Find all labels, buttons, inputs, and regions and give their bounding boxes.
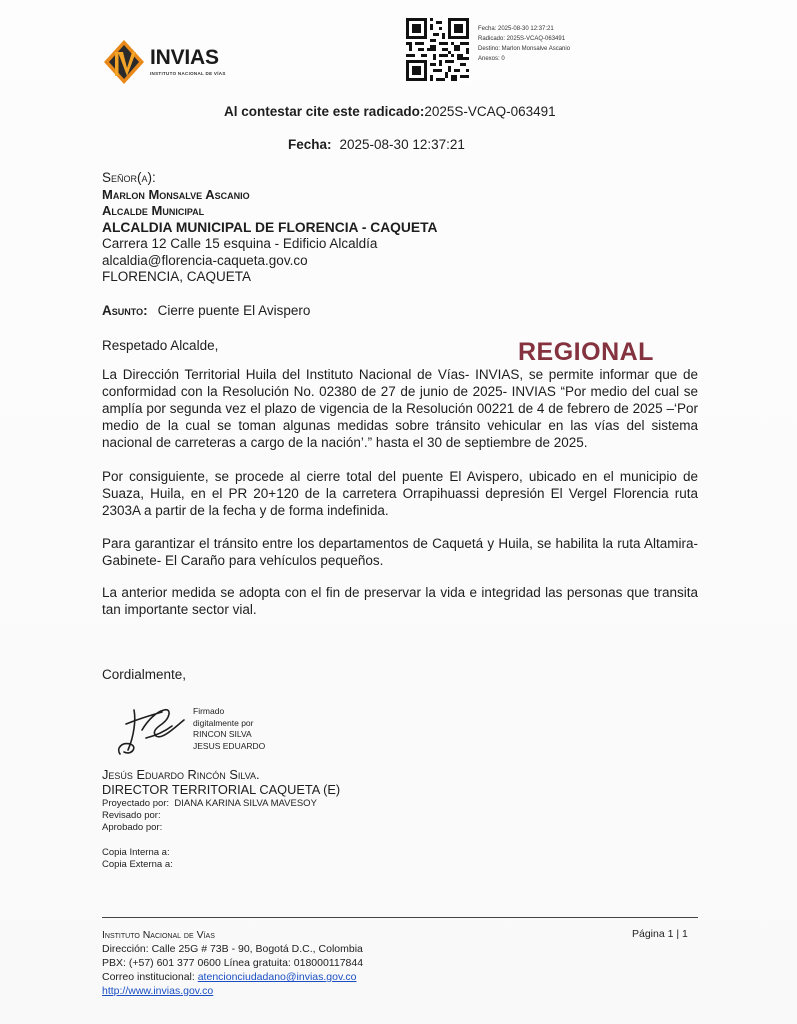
signer-name: Jesús Eduardo Rincón Silva.	[102, 767, 260, 782]
footer-phone: PBX: (+57) 601 377 0600 Línea gratuita: 018000117844	[102, 957, 364, 969]
body-paragraph-1: La Dirección Territorial Huila del Instituto Nacional de Vías- INVIAS, se permite informar que de conformidad con la Resolución No. 02380 de 27 de junio de 2025- INVIAS “Por medio del cual se amplía por segunda vez el plazo de vigencia de la Resolución 00221 de 4 de febrero de 2025 –‘Por medio de la cual se toman algunas medidas sobre tránsito vehicular en las vías del sistema nacional de carreteras a cargo de la nación’.” hasta el 30 de septiembre de 2025.	[102, 367, 698, 450]
recipient-email: alcaldia@florencia-caqueta.gov.co	[102, 252, 308, 268]
recipient-name: Marlon Monsalve Ascanio	[102, 186, 250, 202]
digital-signature-note	[193, 706, 265, 752]
recipient-entity: ALCALDIA MUNICIPAL DE FLORENCIA - CAQUETA	[102, 219, 438, 235]
digital-signature-line: Firmado	[193, 706, 225, 716]
copy-line: Copia Interna a:	[102, 847, 170, 858]
review-label: Revisado por:	[102, 810, 161, 821]
recipient-role: Alcalde Municipal	[102, 203, 205, 218]
footer-email-line	[102, 970, 363, 984]
signer-title: DIRECTOR TERRITORIAL CAQUETA (E)	[102, 782, 341, 797]
logo-wordmark: INVIAS	[150, 46, 219, 69]
footer-email-label: Correo institucional:	[102, 971, 198, 983]
review-line	[102, 810, 161, 822]
review-label: Proyectado por:	[102, 798, 170, 809]
qr-meta-fecha: Fecha: 2025-08-30 12:37:21	[478, 26, 554, 32]
footer-address: Dirección: Calle 25G # 73B - 90, Bogotá D.C., Colombia	[102, 943, 363, 955]
footer-org: Instituto Nacional de Vías	[102, 929, 215, 941]
recipient-salutation: Señor(a):	[102, 170, 156, 185]
footer-divider	[102, 917, 698, 918]
footer-web-link[interactable]: http://www.invias.gov.co	[102, 985, 214, 997]
review-value: DIANA KARINA SILVA MAVESOY	[174, 798, 317, 809]
handwritten-signature	[112, 702, 192, 762]
footer-web-line	[102, 984, 363, 998]
logo-subtitle: INSTITUTO NACIONAL DE VÍAS	[150, 71, 226, 76]
footer	[102, 928, 363, 998]
review-line	[102, 798, 317, 810]
cite-value: 2025S-VCAQ-063491	[424, 104, 556, 119]
recipient-block	[102, 170, 437, 286]
invias-logo	[102, 38, 226, 86]
date-value: 2025-08-30 12:37:21	[339, 137, 465, 152]
body-paragraph-3: Para garantizar el tránsito entre los departamentos de Caquetá y Huila, se habilita la ruta Altamira- Gabinete- El Caraño para vehículos pequeños.	[102, 536, 698, 568]
invias-logo-icon	[102, 38, 146, 86]
digital-signature-line: RINCON SILVA	[193, 729, 252, 739]
document-date	[288, 137, 465, 152]
qr-meta-anexos: Anexos: 0	[478, 56, 505, 62]
copy-line: Copia Externa a:	[102, 859, 173, 870]
date-label: Fecha:	[288, 137, 332, 152]
subject-label: Asunto:	[102, 303, 148, 318]
recipient-address: Carrera 12 Calle 15 esquina - Edificio Alcaldía	[102, 236, 378, 251]
review-label: Aprobado por:	[102, 822, 163, 833]
signer-block	[102, 767, 340, 797]
subject-value: Cierre puente El Avispero	[157, 303, 311, 318]
digital-signature-line: digitalmente por	[193, 717, 254, 728]
recipient-city: FLORENCIA, CAQUETA	[102, 269, 252, 284]
qr-metadata	[478, 24, 570, 64]
digital-signature-line: JESUS EDUARDO	[193, 740, 266, 751]
body-paragraph-4: La anterior medida se adopta con el fin de preservar la vida e integridad las personas que transita tan importante sector vial.	[102, 585, 698, 617]
page-number: Página 1 | 1	[632, 928, 688, 940]
cite-label: Al contestar cite este radicado:	[224, 104, 425, 119]
cite-radicado	[224, 104, 556, 119]
subject-line	[102, 303, 310, 318]
footer-email-link[interactable]: atencionciudadano@invias.gov.co	[197, 971, 357, 983]
regional-stamp: REGIONAL	[518, 338, 654, 366]
qr-meta-radicado: Radicado: 2025S-VCAQ-063491	[478, 36, 566, 42]
greeting: Respetado Alcalde,	[102, 338, 219, 353]
qr-code	[406, 18, 469, 81]
qr-meta-destino: Destino: Marlon Monsalve Ascanio	[478, 46, 571, 52]
body-paragraph-2: Por consiguiente, se procede al cierre total del puente El Avispero, ubicado en el municipio de Suaza, Huila, en el PR 20+120 de la carretera Orrapihuassi depresión El Vergel Florencia ruta 2303A a partir de la fecha y de forma indefinida.	[102, 469, 698, 518]
review-line	[102, 822, 162, 834]
closing: Cordialmente,	[102, 667, 187, 682]
